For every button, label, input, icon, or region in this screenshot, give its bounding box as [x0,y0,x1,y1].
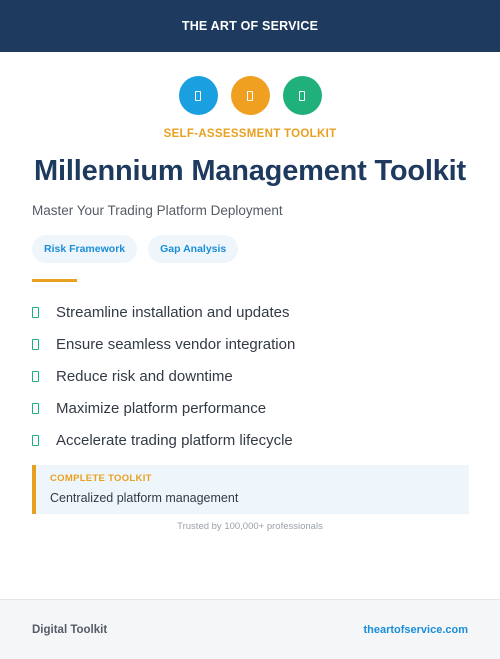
page-title: Millennium Management Toolkit [34,155,466,187]
feature-item [32,424,295,456]
blue-circle-icon [179,76,218,115]
trust-note: Trusted by 100,000+ professionals [177,521,323,532]
footer-label: Digital Toolkit [32,623,108,636]
check-icon [32,403,39,414]
feature-text: Maximize platform performance [56,399,267,417]
tag-gap-analysis: Gap Analysis [148,235,238,263]
eyebrow-label: SELF-ASSESSMENT TOOLKIT [163,128,337,140]
feature-text: Accelerate trading platform lifecycle [56,431,293,449]
toolkit-callout [32,465,469,514]
tag-list [32,235,238,263]
feature-item [32,360,295,392]
feature-text: Reduce risk and downtime [56,367,233,385]
header-bar [0,0,500,52]
feature-list [32,296,295,456]
feature-text: Ensure seamless vendor integration [56,335,296,353]
icon-row [0,76,500,115]
orange-circle-icon [231,76,270,115]
accent-divider [32,279,77,282]
website-link[interactable]: theartofservice.com [363,623,468,636]
feature-item [32,392,295,424]
check-icon [32,371,39,382]
green-circle-icon [283,76,322,115]
callout-label: COMPLETE TOOLKIT [50,473,152,484]
brand-title: THE ART OF SERVICE [181,19,319,33]
check-icon [32,435,39,446]
feature-item [32,328,295,360]
feature-text: Streamline installation and updates [56,303,290,321]
footer-bar [0,599,500,659]
tag-risk-framework: Risk Framework [32,235,137,263]
page-subtitle: Master Your Trading Platform Deployment [32,203,283,218]
feature-item [32,296,295,328]
callout-text: Centralized platform management [50,491,239,505]
check-icon [32,307,39,318]
check-icon [32,339,39,350]
